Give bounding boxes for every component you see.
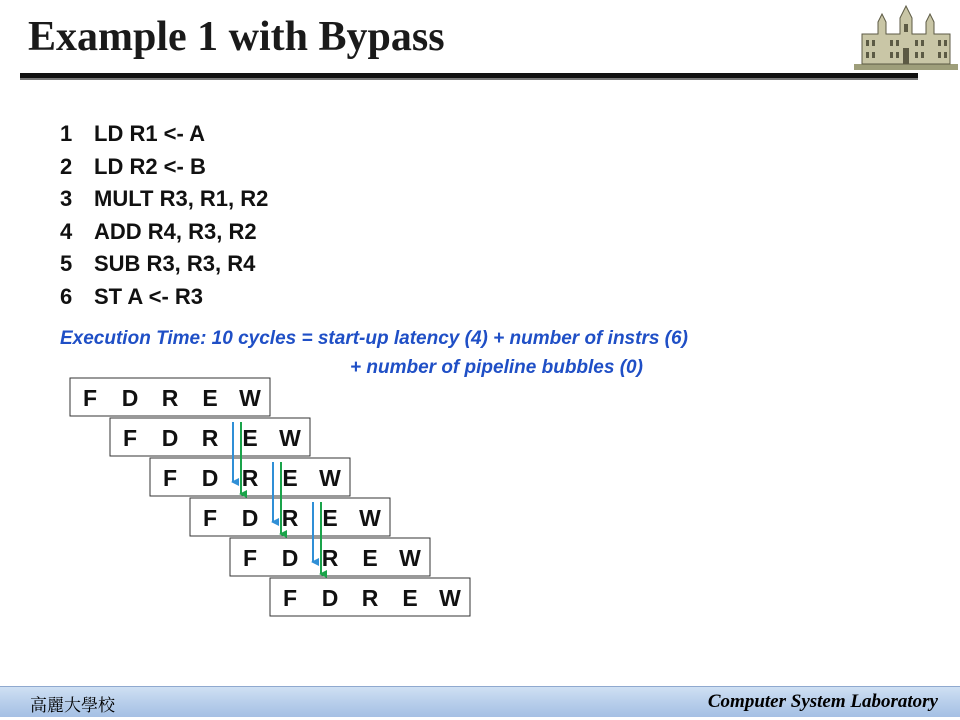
- pipeline-stage-f: F: [82, 385, 98, 411]
- instruction-text: SUB R3, R3, R4: [94, 251, 256, 277]
- pipeline-stage-f: F: [282, 585, 298, 611]
- pipeline-stage-d: D: [161, 425, 179, 451]
- pipeline-stage-e: E: [362, 545, 378, 571]
- slide-title: Example 1 with Bypass: [28, 14, 445, 60]
- instruction-number: 1: [60, 121, 73, 146]
- pipeline-stage-w: W: [279, 425, 301, 451]
- pipeline-stage-w: W: [399, 545, 421, 571]
- pipeline-stage-d: D: [281, 545, 299, 571]
- pipeline-stage-r: R: [321, 545, 339, 571]
- pipeline-stage-r: R: [201, 425, 219, 451]
- pipeline-stage-w: W: [239, 385, 261, 411]
- instruction-text: LD R2 <- B: [94, 153, 206, 179]
- pipeline-stage-f: F: [122, 425, 138, 451]
- pipeline-stage-w: W: [319, 465, 341, 491]
- pipeline-stage-e: E: [242, 425, 258, 451]
- lab-name: Computer System Laboratory: [707, 691, 938, 712]
- execution-time-line: Execution Time: 10 cycles = start-up latency (4) + number of instrs (6): [60, 328, 688, 349]
- pipeline-row: [70, 378, 270, 416]
- university-name: 高麗大學校: [30, 696, 115, 716]
- pipeline-row: [190, 498, 390, 536]
- pipeline-stage-f: F: [162, 465, 178, 491]
- pipeline-stage-w: W: [359, 505, 381, 531]
- pipeline-row: [230, 538, 430, 576]
- instruction-number: 2: [60, 153, 73, 179]
- instruction-text: MULT R3, R1, R2: [94, 186, 269, 212]
- instruction-text: ADD R4, R3, R2: [94, 218, 257, 244]
- pipeline-stage-e: E: [402, 585, 418, 611]
- pipeline-stage-d: D: [121, 385, 139, 411]
- instruction-text: LD R1 <- A: [94, 121, 206, 146]
- instruction-number: 6: [60, 283, 73, 309]
- footer-bar: [0, 686, 960, 717]
- pipeline-row: [110, 418, 310, 456]
- pipeline-stage-w: W: [439, 585, 461, 611]
- instruction-number: 3: [60, 186, 73, 212]
- pipeline-stage-r: R: [281, 505, 299, 531]
- pipeline-stage-e: E: [202, 385, 218, 411]
- pipeline-stage-e: E: [282, 465, 298, 491]
- pipeline-stage-r: R: [161, 385, 179, 411]
- pipeline-stage-d: D: [201, 465, 219, 491]
- pipeline-stage-d: D: [241, 505, 259, 531]
- instruction-number: 5: [60, 251, 73, 277]
- pipeline-stage-f: F: [242, 545, 258, 571]
- pipeline-stage-f: F: [202, 505, 218, 531]
- pipeline-row: [270, 578, 470, 616]
- pipeline-row: [150, 458, 350, 496]
- pipeline-stage-d: D: [321, 585, 339, 611]
- pipeline-stage-r: R: [241, 465, 259, 491]
- pipeline-stage-r: R: [361, 585, 379, 611]
- pipeline-bubbles-line: + number of pipeline bubbles (0): [350, 357, 643, 378]
- instruction-number: 4: [60, 218, 73, 244]
- pipeline-stage-e: E: [322, 505, 338, 531]
- instruction-text: ST A <- R3: [94, 283, 204, 309]
